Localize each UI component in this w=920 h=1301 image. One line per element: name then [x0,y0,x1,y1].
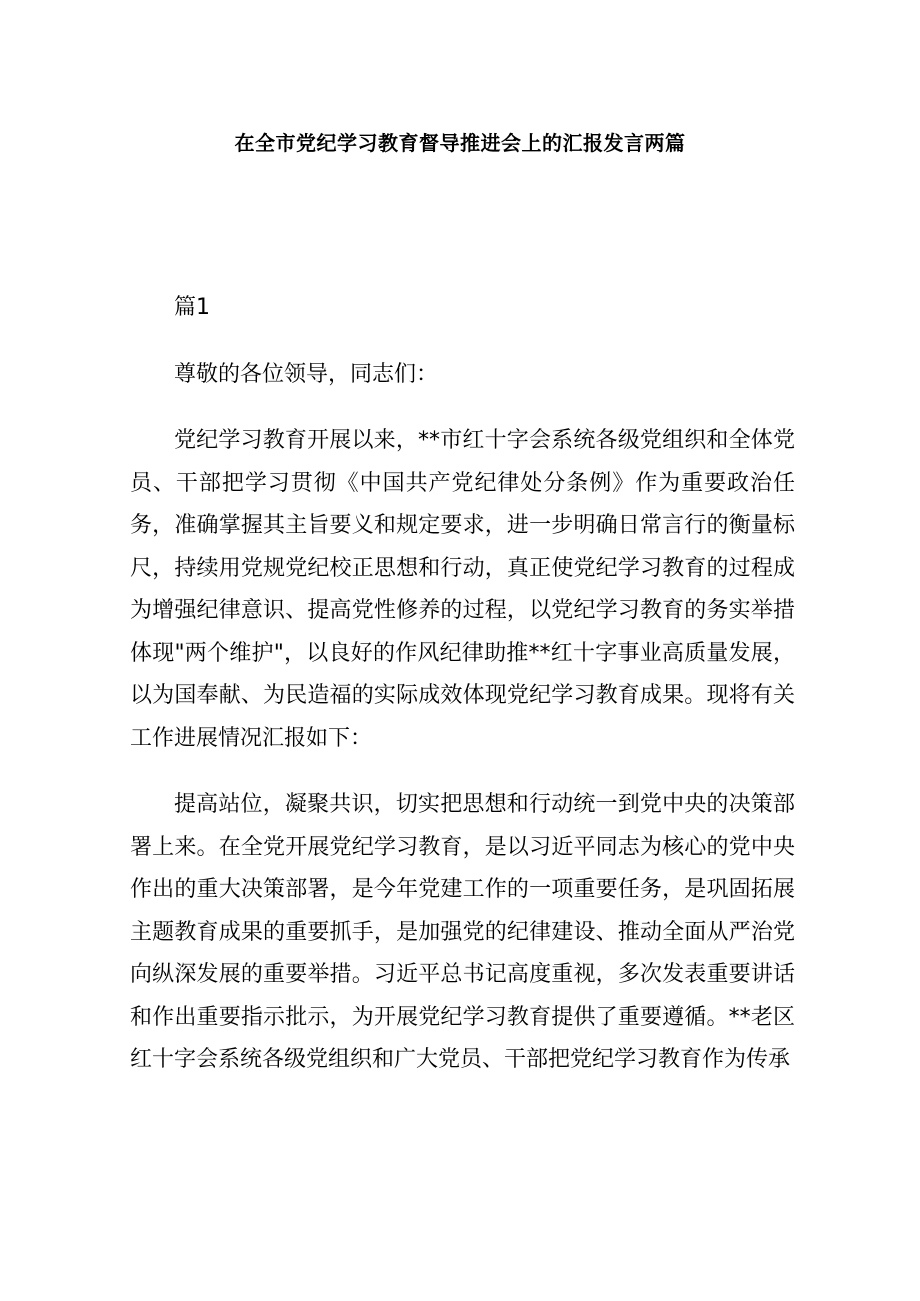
salutation: 尊敬的各位领导，同志们： [174,361,439,387]
section-label: 篇1 [174,295,210,320]
document-body [130,287,795,1106]
paragraph-1: 党纪学习教育开展以来，**市红十字会系统各级党组织和全体党员、干部把学习贯彻《中国共产党纪律处分条例》作为重要政治任务，准确掌握其主旨要义和规定要求，进一步明确日常言行的衡量标尺，持续用党规党纪校正思想和行动，真正使党纪学习教育的过程成为增强纪律意识、提高党性修养的过程，以党纪学习教育的务实举措体现"两个维护"，以良好的作风纪律助推**红十字事业高质量发展，以为国奉献、为民造福的实际成效体现党纪学习教育成果。现将有关工作进展情况汇报如下： [130,428,795,751]
paragraph-2: 提高站位，凝聚共识，切实把思想和行动统一到党中央的决策部署上来。在全党开展党纪学习教育，是以习近平同志为核心的党中央作出的重大决策部署，是今年党建工作的一项重要任务，是巩固拓展主题教育成果的重要抓手，是加强党的纪律建设、推动全面从严治党向纵深发展的重要举措。习近平总书记高度重视，多次发表重要讲话和作出重要指示批示，为开展党纪学习教育提供了重要遵循。**老区红十字会系统各级党组织和广大党员、干部把党纪学习教育作为传承 [130,792,795,1072]
document-title: 在全市党纪学习教育督导推进会上的汇报发言两篇 [234,131,686,155]
